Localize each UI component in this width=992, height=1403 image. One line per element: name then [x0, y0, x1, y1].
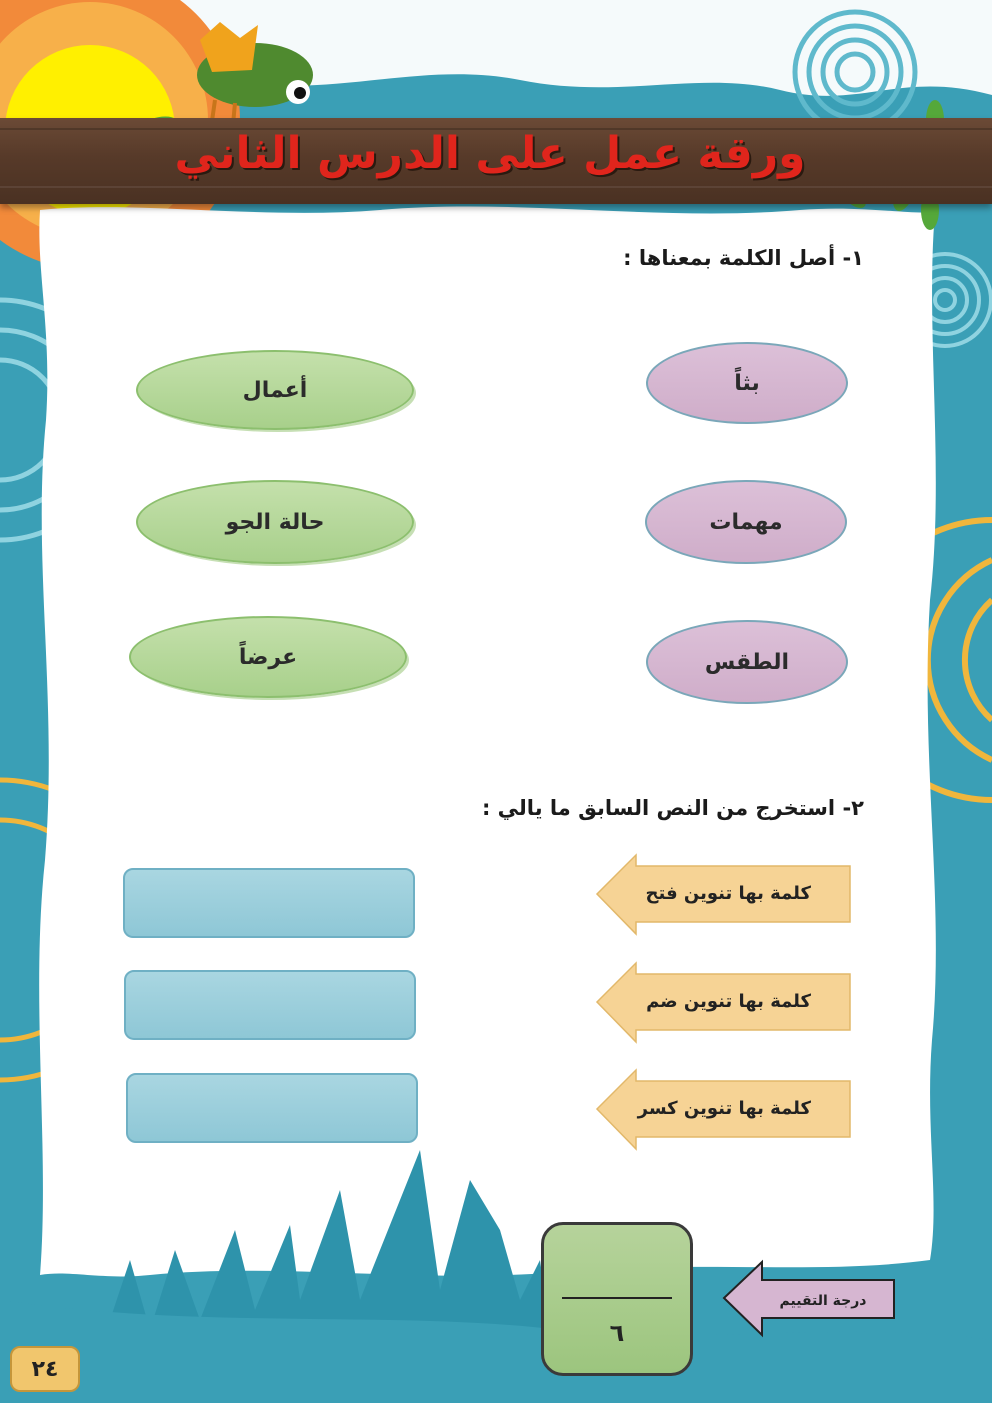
question-1-label: ١- أصل الكلمة بمعناها : [623, 246, 864, 270]
prompt-label: كلمة بها تنوين فتح [645, 882, 811, 904]
word-label: مهمات [709, 509, 783, 535]
prompt-arrow-1 [597, 855, 851, 931]
score-card[interactable] [541, 1222, 693, 1376]
word-label: الطقس [704, 649, 790, 675]
answer-box-2[interactable] [124, 970, 416, 1040]
score-fraction-line [562, 1297, 672, 1299]
word-oval-1[interactable] [646, 342, 848, 424]
score-total: ٦ [609, 1319, 625, 1347]
meaning-oval-1[interactable] [136, 350, 414, 430]
prompt-label: كلمة بها تنوين كسر [637, 1097, 811, 1119]
page-number: ٢٤ [10, 1346, 80, 1392]
rating-label: درجة التقييم [779, 1293, 867, 1309]
word-oval-2[interactable] [645, 480, 847, 564]
question-2-label: ٢- استخرج من النص السابق ما يالي : [481, 796, 864, 820]
meaning-label: أعمال [242, 377, 308, 403]
meaning-oval-2[interactable] [136, 480, 414, 564]
word-oval-3[interactable] [646, 620, 848, 704]
page-title: ورقة عمل على الدرس الثاني [174, 128, 806, 179]
meaning-label: عرضاً [238, 644, 298, 670]
prompt-label: كلمة بها تنوين ضم [646, 990, 811, 1012]
answer-box-1[interactable] [123, 868, 415, 938]
meaning-label: حالة الجو [225, 509, 325, 535]
word-label: بثاً [734, 370, 760, 396]
meaning-oval-3[interactable] [129, 616, 407, 698]
prompt-arrow-3 [597, 1070, 851, 1146]
answer-box-3[interactable] [126, 1073, 418, 1143]
prompt-arrow-2 [597, 963, 851, 1039]
